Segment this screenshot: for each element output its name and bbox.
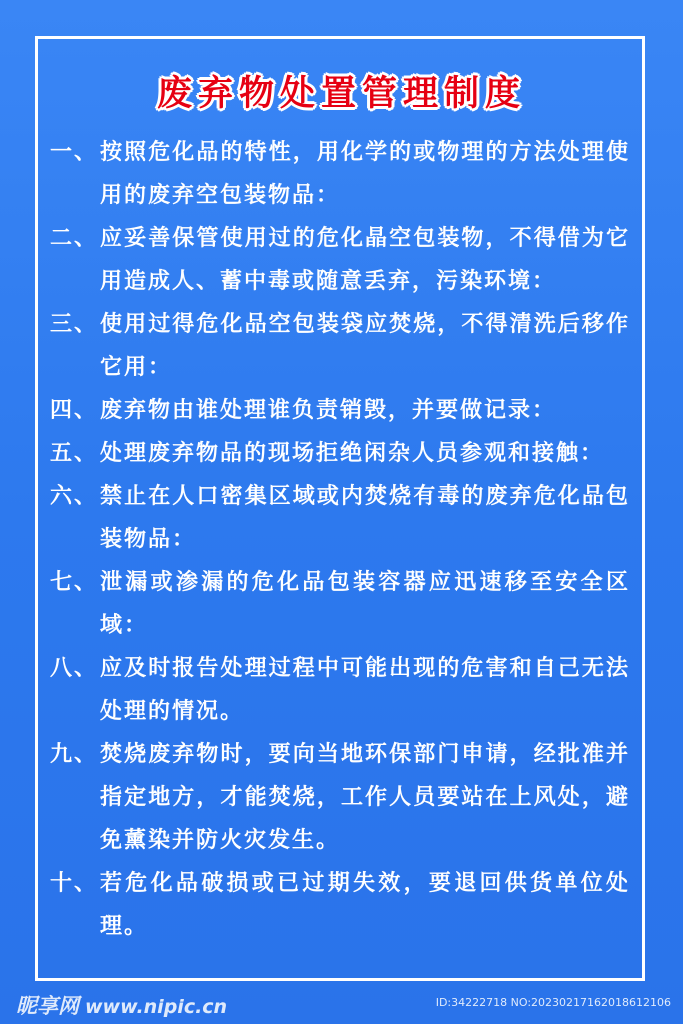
- rules-list: [50, 131, 630, 948]
- rule-number: 五、: [50, 441, 99, 466]
- rule-text: 禁止在人口密集区域或内焚烧有毒的废弃危化品包装物品：: [100, 484, 630, 552]
- rule-item-2: [50, 217, 630, 303]
- rule-text: 若危化品破损或已过期失效，要退回供货单位处理。: [100, 871, 630, 939]
- rule-number: 六、: [50, 484, 99, 509]
- rule-text: 按照危化品的特性，用化学的或物理的方法处理使用的废弃空包装物品：: [100, 140, 630, 208]
- sign-title: 废弃物处置管理制度: [156, 74, 526, 114]
- rule-number: 四、: [50, 398, 99, 423]
- rule-text: 应及时报告处理过程中可能出现的危害和自己无法处理的情况。: [100, 656, 630, 724]
- rule-item-9: [50, 733, 630, 862]
- rule-item-10: [50, 862, 630, 948]
- rule-number: 七、: [50, 570, 99, 595]
- rule-number: 一、: [50, 140, 99, 165]
- rule-text: 废弃物由谁处理谁负责销毁，并要做记录：: [100, 398, 557, 423]
- rule-item-7: [50, 561, 630, 647]
- rule-text: 焚烧废弃物时，要向当地环保部门申请，经批准并指定地方，才能焚烧，工作人员要站在上风处，避免薰染并防火灾发生。: [100, 742, 630, 853]
- rule-text: 处理废弃物品的现场拒绝闲杂人员参观和接触：: [100, 441, 605, 466]
- watermark-brand: 昵享网: [16, 994, 79, 1018]
- rule-number: 二、: [50, 226, 99, 251]
- rule-number: 九、: [50, 742, 99, 767]
- rule-number: 十、: [50, 871, 99, 896]
- rule-item-3: [50, 303, 630, 389]
- rule-item-1: [50, 131, 630, 217]
- rule-item-6: [50, 475, 630, 561]
- rule-item-4: [50, 389, 630, 432]
- rule-number: 八、: [50, 656, 99, 681]
- rule-text: 应妥善保管使用过的危化晶空包装物，不得借为它用造成人、蓄中毒或随意丢弃，污染环境：: [100, 226, 630, 294]
- rule-item-5: [50, 432, 630, 475]
- watermark-logo: [16, 990, 227, 1020]
- rule-text: 使用过得危化品空包装袋应焚烧，不得清洗后移作它用：: [100, 312, 630, 380]
- rule-item-8: [50, 647, 630, 733]
- rule-text: 泄漏或渗漏的危化品包装容器应迅速移至安全区域：: [100, 570, 630, 638]
- watermark-site: www.nipic.cn: [85, 996, 228, 1018]
- rule-number: 三、: [50, 312, 99, 337]
- watermark-id: ID:34222718 NO:20230217162018612106: [435, 996, 671, 1009]
